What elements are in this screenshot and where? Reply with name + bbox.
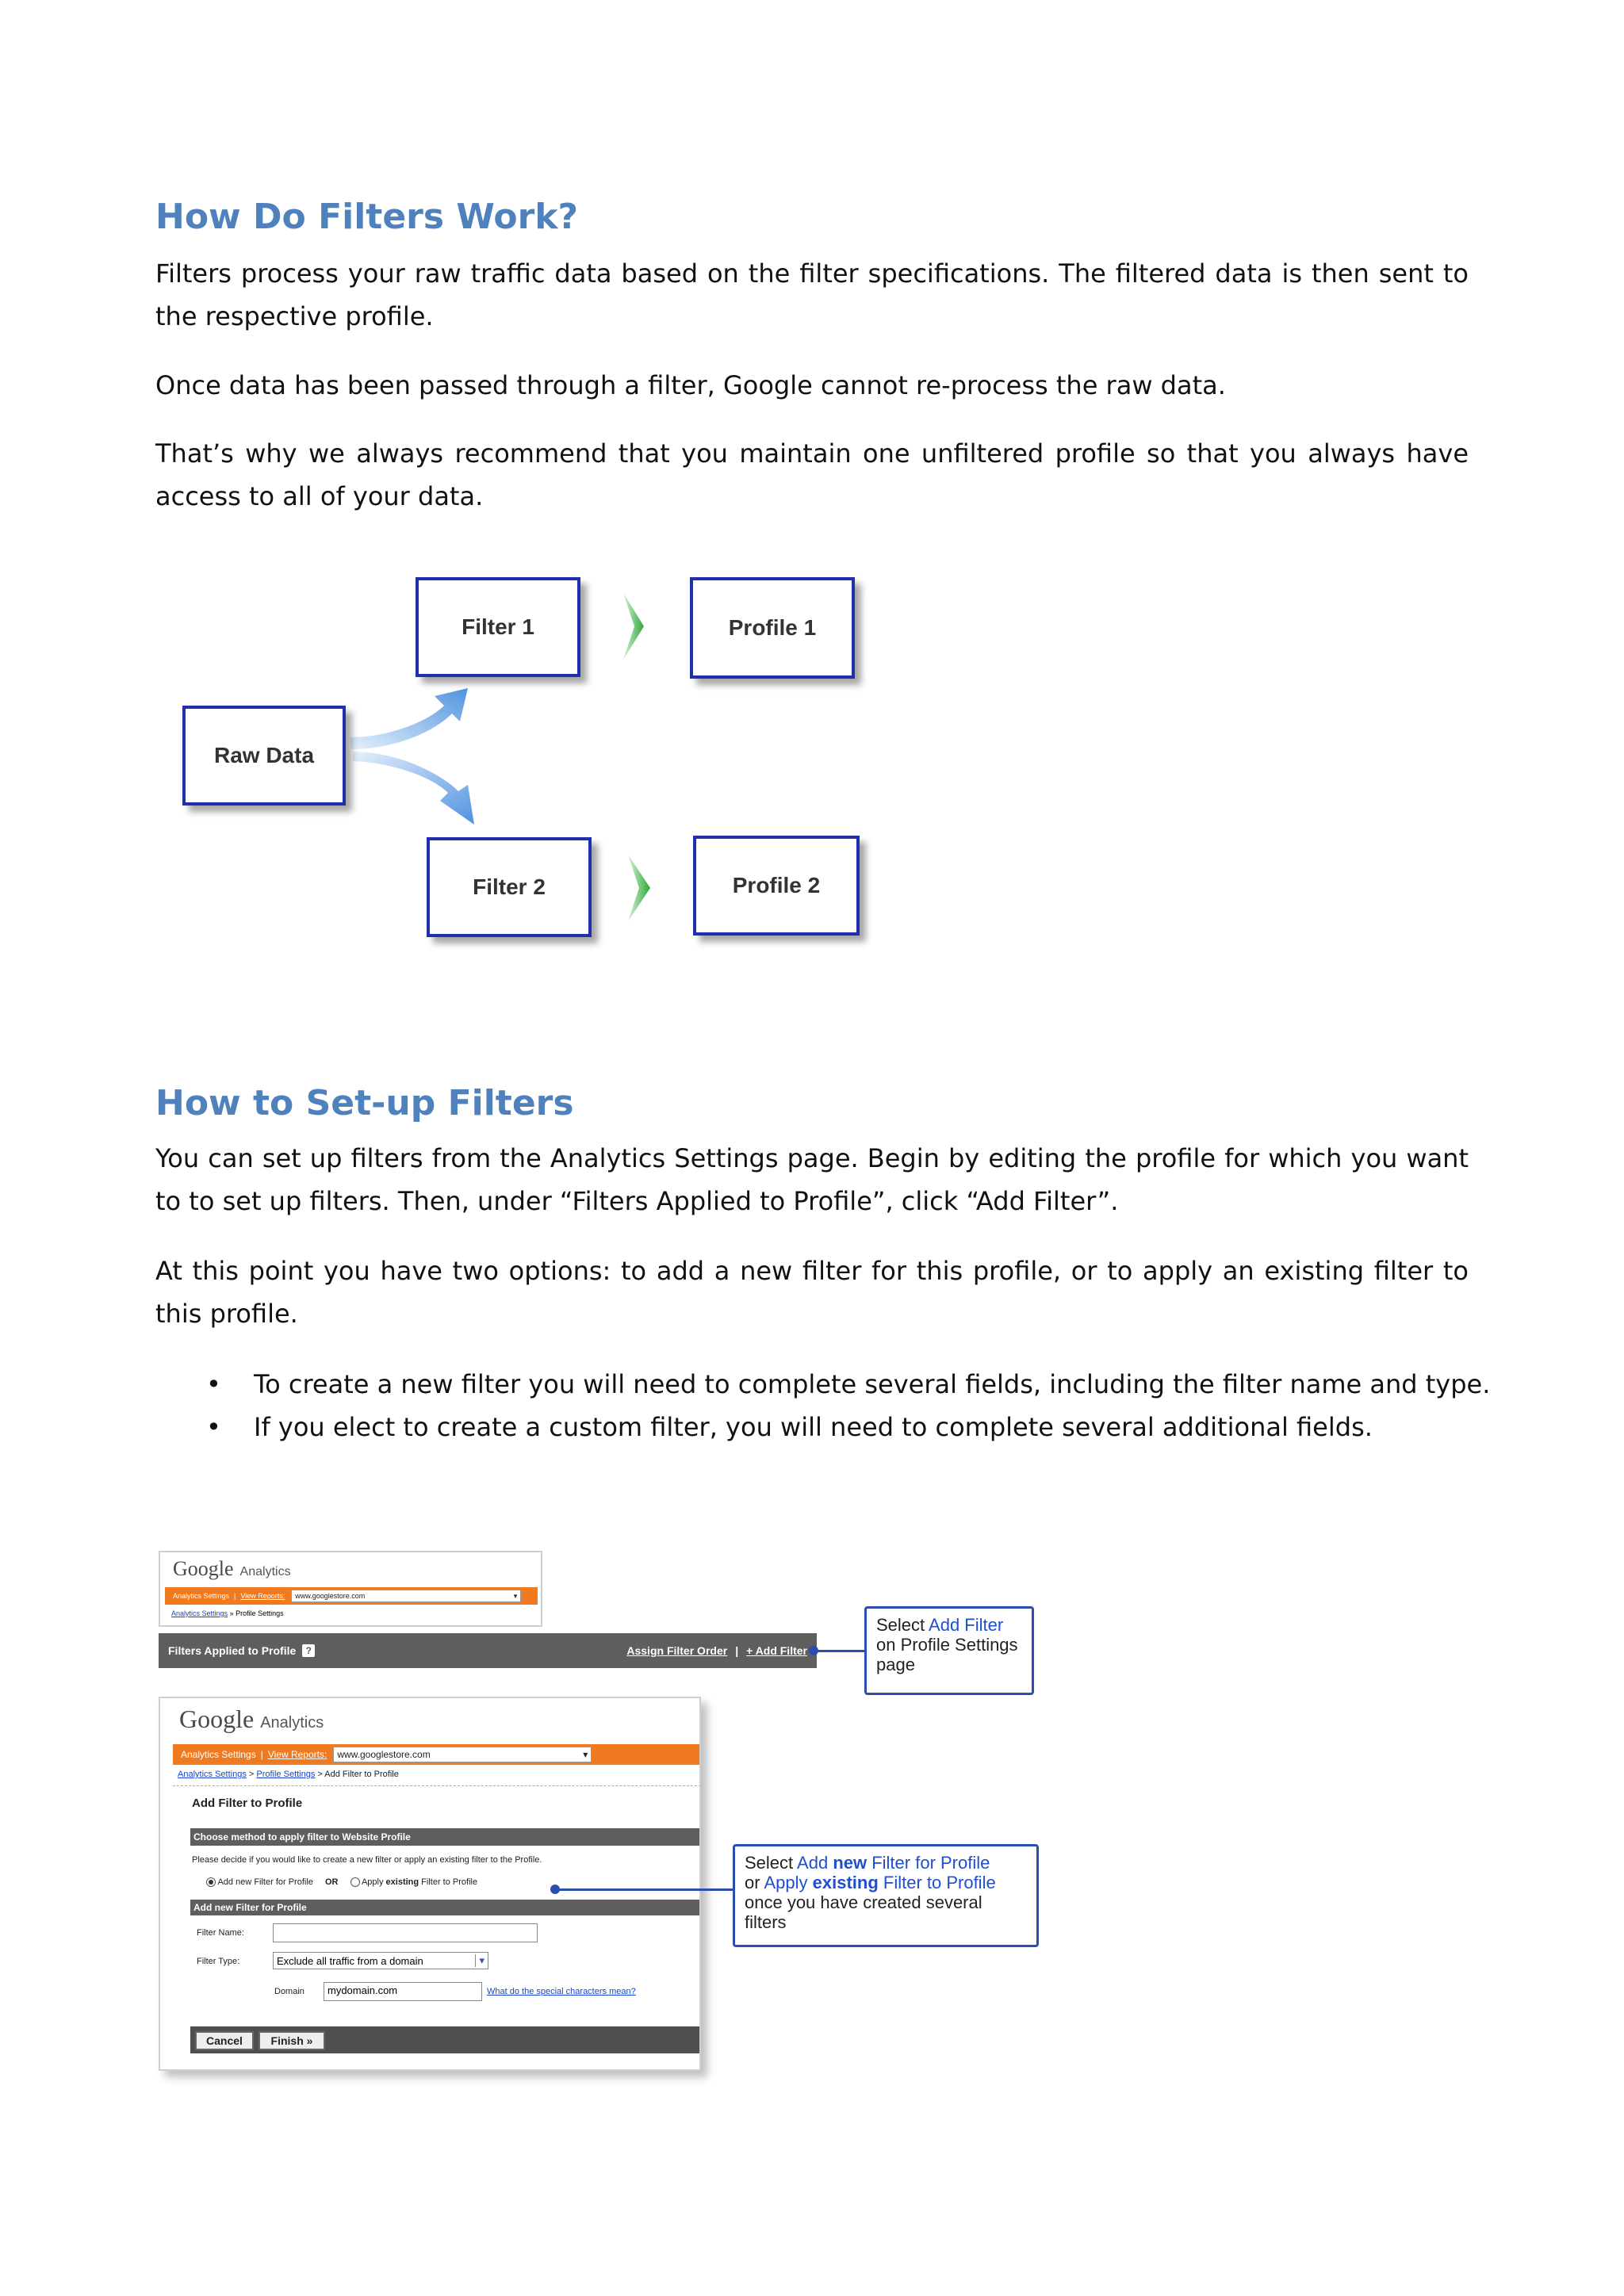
filter-name-label: Filter Name: (197, 1928, 244, 1938)
paragraph-two-options: At this point you have two options: to add a new filter for this profile, or to apply an existing filter to this profile. (155, 1256, 1469, 1329)
nav-analytics-settings[interactable]: Analytics Settings (173, 1592, 230, 1600)
callout1-text-post: on Profile Settings page (876, 1635, 1018, 1674)
callout2-l1-hl1: Add (797, 1853, 833, 1873)
chevron-down-icon: ▾ (583, 1749, 588, 1760)
nav-view-reports[interactable]: View Reports: (240, 1592, 285, 1600)
nav-separator: | (234, 1592, 236, 1600)
breadcrumb-analytics-settings[interactable]: Analytics Settings (178, 1770, 247, 1779)
bullet-list (155, 1363, 1503, 1448)
paragraph-filters-process: Filters process your raw traffic data based on the filter specifications. The filtered data is then sent to the respective profile. (155, 258, 1469, 331)
special-characters-link[interactable]: What do the special characters mean? (487, 1987, 636, 1996)
method-bar: Choose method to apply filter to Website Profile (190, 1828, 701, 1846)
bullet-icon: • (206, 1412, 221, 1442)
callout2-l2-pre: or (745, 1873, 764, 1892)
connector-dot-icon (550, 1885, 560, 1894)
filter2-box: Filter 2 (427, 837, 592, 937)
nav-separator: | (260, 1749, 263, 1760)
breadcrumb (178, 1770, 399, 1779)
arrow-filter1-to-profile1-icon (623, 593, 644, 660)
radio-existing-label-pre: Apply (361, 1877, 386, 1887)
google-analytics-logo (179, 1705, 324, 1734)
callout1-highlight: Add Filter (929, 1615, 1004, 1635)
ga-nav-bar (165, 1587, 538, 1605)
filters-applied-title: Filters Applied to Profile (168, 1644, 297, 1657)
filter-type-label: Filter Type: (197, 1957, 240, 1966)
callout1-text-pre: Select (876, 1615, 929, 1635)
or-label: OR (324, 1877, 339, 1887)
chevron-down-icon: ▾ (475, 1954, 485, 1967)
radio-existing-label-bold: existing (385, 1877, 419, 1887)
screenshot-add-filter (159, 1697, 701, 2071)
paragraph-once-data: Once data has been passed through a filter, Google cannot re-process the raw data. (155, 370, 1226, 400)
method-radio-group (206, 1877, 477, 1887)
ga-nav-bar (173, 1744, 701, 1765)
callout2-l1-hl2: Filter for Profile (867, 1853, 990, 1873)
radio-new-label: Add new Filter for Profile (217, 1877, 313, 1887)
callout2-connector (555, 1888, 734, 1891)
new-filter-bar: Add new Filter for Profile (190, 1900, 701, 1915)
filter-flow-diagram (0, 0, 1624, 1031)
list-item-text: To create a new filter you will need to complete several fields, including the filter name and type. (254, 1369, 1491, 1399)
google-logo-text: Google (173, 1557, 234, 1580)
callout2-l2-hl2: Filter to Profile (878, 1873, 996, 1892)
section-heading-how-to-setup: How to Set-up Filters (155, 1083, 574, 1123)
callout-new-or-existing (733, 1844, 1039, 1947)
list-item (155, 1363, 1503, 1406)
domain-label: Domain (274, 1987, 304, 1996)
breadcrumb-current: > Add Filter to Profile (315, 1770, 399, 1779)
finish-button[interactable]: Finish » (259, 2031, 325, 2050)
filter1-box: Filter 1 (416, 577, 580, 677)
callout1-connector (814, 1650, 866, 1652)
assign-filter-order-link[interactable]: Assign Filter Order (626, 1644, 728, 1657)
divider (173, 1785, 701, 1786)
analytics-logo-text: Analytics (260, 1714, 324, 1732)
radio-existing-label-post: Filter to Profile (419, 1877, 478, 1887)
filters-applied-bar (159, 1633, 817, 1668)
list-item-text: If you elect to create a custom filter, you will need to complete several additional fields. (254, 1412, 1373, 1442)
analytics-logo-text: Analytics (239, 1565, 291, 1578)
callout2-l1-pre: Select (745, 1853, 798, 1873)
raw-data-box: Raw Data (182, 706, 346, 806)
breadcrumb (171, 1609, 284, 1617)
paragraph-setup-filters: You can set up filters from the Analytics Settings page. Begin by editing the profile for which you want to to set up filters. Then, under “Filters Applied to Profile”, click “Add Filter”. (155, 1143, 1469, 1216)
domain-input[interactable]: mydomain.com (324, 1982, 482, 2001)
site-select[interactable] (333, 1747, 592, 1762)
callout2-l1-bold: new (833, 1853, 868, 1873)
radio-new-filter[interactable] (206, 1877, 216, 1887)
filter-type-select[interactable] (273, 1952, 488, 1969)
breadcrumb-profile-settings[interactable]: Profile Settings (256, 1770, 316, 1779)
callout-add-filter (864, 1606, 1034, 1695)
arrow-raw-to-filter1-icon (350, 688, 468, 749)
arrow-raw-to-filter2-icon (353, 752, 474, 825)
site-select-value: www.googlestore.com (295, 1592, 366, 1600)
paragraph-unfiltered-profile: That’s why we always recommend that you maintain one unfiltered profile so that you always have access to all of your data. (155, 438, 1469, 511)
filter-type-value: Exclude all traffic from a domain (277, 1954, 423, 1967)
profile2-box: Profile 2 (693, 836, 860, 936)
breadcrumb-current: » Profile Settings (229, 1609, 284, 1617)
chevron-down-icon: ▾ (513, 1591, 518, 1600)
cancel-button[interactable]: Cancel (195, 2031, 254, 2050)
site-select-value: www.googlestore.com (337, 1749, 431, 1760)
breadcrumb-separator: > (246, 1770, 257, 1779)
bullet-icon: • (206, 1369, 221, 1399)
page-title: Add Filter to Profile (192, 1797, 303, 1810)
connector-dot-icon (809, 1646, 818, 1655)
callout2-l2-hl1: Apply (764, 1873, 813, 1892)
site-select[interactable] (291, 1590, 521, 1602)
filter-name-input[interactable] (273, 1923, 538, 1942)
list-item (155, 1406, 1503, 1448)
callout2-l2-bold: existing (812, 1873, 879, 1892)
arrow-filter2-to-profile2-icon (628, 855, 650, 921)
profile1-box: Profile 1 (690, 577, 855, 679)
add-filter-link[interactable]: + Add Filter (746, 1644, 807, 1657)
help-icon[interactable]: ? (302, 1644, 315, 1657)
radio-existing-filter[interactable] (350, 1877, 360, 1887)
callout2-l3: once you have created several filters (745, 1892, 982, 1932)
google-logo-text: Google (179, 1705, 255, 1733)
section-heading-how-filters-work: How Do Filters Work? (155, 197, 579, 237)
screenshot-profile-settings (159, 1551, 542, 1627)
instruction-text: Please decide if you would like to create a new filter or apply an existing filter to the Profile. (192, 1855, 542, 1865)
bar-separator: | (735, 1644, 739, 1657)
breadcrumb-analytics-settings[interactable]: Analytics Settings (171, 1609, 228, 1617)
nav-analytics-settings[interactable]: Analytics Settings (181, 1749, 256, 1760)
google-analytics-logo (173, 1557, 291, 1581)
nav-view-reports[interactable]: View Reports: (267, 1749, 327, 1760)
